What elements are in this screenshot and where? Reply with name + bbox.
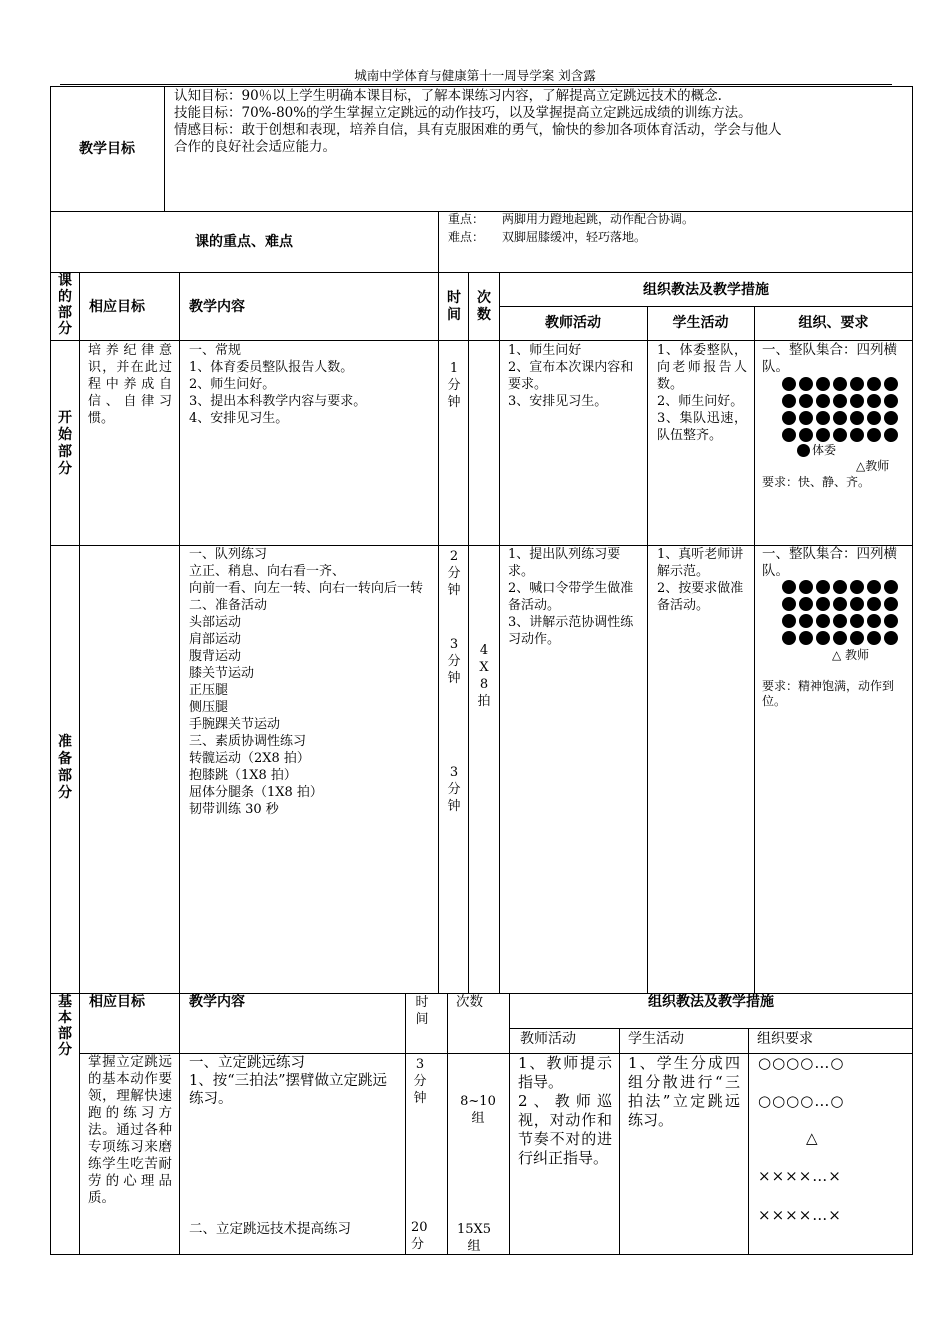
student-dot: [799, 580, 813, 594]
student-dot: [816, 428, 830, 442]
header-content: 教学内容: [189, 299, 245, 315]
monitor-label: 体委: [812, 443, 837, 457]
student-dot: [799, 394, 813, 408]
formation-row-crosses: ××××…×: [758, 1167, 842, 1185]
header-target: 相应目标: [89, 299, 145, 315]
student-dot: [799, 614, 813, 628]
col-line: [179, 993, 180, 1255]
prep-count: 4 X 8 拍: [477, 643, 491, 709]
student-dot: [816, 631, 830, 645]
student-dot: [850, 428, 864, 442]
student-dot: [782, 428, 796, 442]
start-req-title: 一、整队集合：四列横队。: [762, 342, 897, 375]
col-line: [748, 1028, 749, 1255]
student-dot: [833, 614, 847, 628]
student-dot: [850, 614, 864, 628]
col-line: [79, 993, 80, 1255]
student-dot: [850, 411, 864, 425]
start-teacher: 1、师生问好 2、宣布本次课内容和要求。 3、安排见习生。: [508, 343, 634, 409]
student-dot: [833, 580, 847, 594]
student-dot: [816, 597, 830, 611]
student-dot: [850, 597, 864, 611]
objectives-label: 教学目标: [79, 141, 135, 157]
student-dot: [884, 580, 898, 594]
student-dot: [884, 394, 898, 408]
student-dot: [799, 631, 813, 645]
student-dot: [799, 377, 813, 391]
formation-row-circles: ○○○○…○: [758, 1092, 845, 1110]
student-dot: [867, 411, 881, 425]
header-req: 组织、要求: [798, 315, 869, 331]
student-dot: [816, 614, 830, 628]
objective-line: 认知目标：90％以上学生明确本课目标，了解本课练习内容，了解提高立定跳远技术的概念.: [174, 88, 722, 104]
header-part: 课的部分: [58, 273, 72, 337]
student-dot: [782, 580, 796, 594]
formation-teacher-mark: △: [806, 1129, 819, 1147]
col-line: [179, 272, 180, 994]
student-dot: [833, 428, 847, 442]
student-dot: [833, 411, 847, 425]
student-dot: [884, 614, 898, 628]
prep-req-title: 一、整队集合：四列横队。: [762, 546, 897, 579]
prep-teacher: 1、提出队列练习要求。 2、喊口令带学生做准备活动。 3、讲解示范协调性练习动作。: [508, 547, 634, 647]
objective-line: 技能目标：70%-80%的学生掌握立定跳远的动作技巧，以及掌握提高立定跳远成绩的训练方法。: [174, 105, 752, 121]
header-time: 时间: [447, 290, 461, 323]
prep-req-note: 要求：精神饱满，动作到位。: [762, 679, 895, 708]
basic-count-2: 15X5 组: [456, 1222, 492, 1254]
student-dot: [867, 377, 881, 391]
basic-target-header: 相应目标: [89, 994, 145, 1010]
student-dot: [782, 394, 796, 408]
prep-student: 1、真听老师讲解示范。 2、按要求做准备活动。: [657, 547, 744, 613]
page-header: 城南中学体育与健康第十一周导学案 刘含露: [354, 68, 596, 83]
col-line: [405, 993, 406, 1255]
student-dot: [833, 631, 847, 645]
col-line: [619, 1028, 620, 1255]
row-line: [499, 306, 913, 307]
student-dot: [782, 631, 796, 645]
student-dot: [799, 428, 813, 442]
col-line: [79, 272, 80, 994]
student-dot: [867, 580, 881, 594]
row-line: [50, 340, 913, 341]
student-dot: [816, 394, 830, 408]
basic-content-header: 教学内容: [189, 994, 245, 1010]
start-content: 一、常规 1、体育委员整队报告人数。 2、师生问好。 3、提出本科教学内容与要求。 4、安排见习生。: [189, 343, 367, 426]
start-teacher-mark: △教师: [856, 459, 890, 473]
basic-teacher-header: 教师活动: [520, 1031, 576, 1047]
student-dot: [782, 377, 796, 391]
basic-content-1: 一、立定跳远练习 1、按“三拍法”摆臂做立定跳远练习。: [189, 1055, 388, 1107]
formation-row-crosses: ××××…×: [758, 1206, 842, 1224]
difficulty-text: 双脚屈膝缓冲，轻巧落地。: [502, 230, 647, 244]
col-line: [468, 272, 469, 994]
student-dot: [884, 428, 898, 442]
student-dot: [833, 597, 847, 611]
divider: [438, 211, 439, 273]
col-line: [647, 306, 648, 994]
student-dot: [850, 377, 864, 391]
key-label: 重点：: [448, 212, 485, 226]
student-dot: [867, 428, 881, 442]
start-student: 1、体委整队，向老师报告人数。 2、师生问好。 3、集队迅速，队伍整齐。: [657, 343, 747, 443]
prep-time-2: 3 分 钟: [447, 637, 461, 686]
student-dot: [867, 597, 881, 611]
header-rule: [60, 84, 892, 85]
basic-count-header: 次数: [456, 994, 483, 1010]
objective-line: 合作的良好社会适应能力。: [174, 139, 336, 155]
col-line: [754, 306, 755, 994]
basic-student: 1、学生分成四组分散进行“三拍法”立定跳远练习。: [628, 1054, 740, 1129]
basic-target: 掌握立定跳远的基本动作要领，理解快速跑的练习方法。通过各种专项练习来磨练学生吃苦耐劳的心理品质。: [88, 1054, 172, 1206]
col-line: [509, 993, 510, 1255]
student-dot: [816, 580, 830, 594]
student-dot: [816, 377, 830, 391]
monitor-dot: [797, 444, 810, 457]
header-org: 组织教法及教学措施: [643, 282, 769, 298]
student-dot: [782, 411, 796, 425]
student-dot: [867, 394, 881, 408]
formation-row-circles: ○○○○…○: [758, 1054, 845, 1072]
student-dot: [799, 411, 813, 425]
student-dot: [884, 631, 898, 645]
start-time: 1 分 钟: [447, 361, 461, 410]
basic-content-2: 二、立定跳远技术提高练习: [189, 1221, 351, 1237]
basic-student-header: 学生活动: [628, 1031, 684, 1047]
col-line: [438, 272, 439, 994]
header-student: 学生活动: [672, 315, 729, 331]
student-dot: [850, 394, 864, 408]
start-target: 培养纪律意识，并在此过程中养成自信、自律习惯。: [88, 343, 172, 426]
prep-teacher-mark: △ 教师: [832, 648, 870, 662]
student-dot: [816, 411, 830, 425]
objectives-text: [174, 88, 910, 156]
student-dot: [833, 377, 847, 391]
col-line: [499, 272, 500, 994]
basic-time-1: 3 分 钟: [413, 1057, 427, 1106]
student-dot: [884, 597, 898, 611]
student-dot: [782, 597, 796, 611]
formation-dots: [782, 580, 902, 644]
start-part: 开始部分: [58, 410, 72, 477]
prep-time-3: 3 分 钟: [447, 765, 461, 814]
objective-line: 情感目标：敢于创想和表现，培养自信，具有克服困难的勇气，愉快的参加各项体育活动，学会与他人: [174, 122, 782, 138]
student-dot: [833, 394, 847, 408]
basic-req-header: 组织要求: [757, 1031, 813, 1047]
basic-count-1: 8~10 组: [460, 1094, 496, 1126]
basic-time-header: 时间: [415, 995, 429, 1027]
prep-time-1: 2 分 钟: [447, 549, 461, 598]
basic-part: 基本部分: [58, 994, 72, 1058]
formation-dots: [782, 377, 902, 441]
student-dot: [867, 631, 881, 645]
prep-content: 一、队列练习 立正、稍息、向右看一齐、 向前一看、向左一转、向右一转向后一转 二、准备活动 头部运动 肩部运动 腹背运动 膝关节运动 正压腿 侧压腿 手腕踝关节运动 三、素质协调性练习 转髋运动（2X8 拍） 抱膝跳（1X8 拍） 屈体分腿条（1X8 拍） 韧带训练 30 秒: [189, 547, 424, 817]
header-count: 次数: [477, 290, 491, 323]
student-dot: [884, 377, 898, 391]
student-dot: [782, 614, 796, 628]
key-points-label: 课的重点、难点: [195, 234, 293, 250]
key-text: 两脚用力蹬地起跳，动作配合协调。: [502, 212, 695, 226]
row-line: [509, 1028, 913, 1029]
start-req-note: 要求：快、静、齐。: [762, 475, 871, 489]
header-teacher: 教师活动: [545, 315, 601, 331]
student-dot: [884, 411, 898, 425]
student-dot: [850, 631, 864, 645]
basic-org-header: 组织教法及教学措施: [648, 994, 774, 1010]
basic-time-2: 20 分: [411, 1220, 428, 1252]
difficulty-label: 难点：: [448, 230, 485, 244]
prep-part: 准备部分: [58, 734, 72, 801]
student-dot: [867, 614, 881, 628]
student-dot: [799, 597, 813, 611]
basic-teacher: 1、教师提示指导。 2、教师巡视，对动作和节奏不对的进行纠正指导。: [518, 1054, 612, 1167]
student-dot: [850, 580, 864, 594]
divider: [164, 86, 165, 212]
